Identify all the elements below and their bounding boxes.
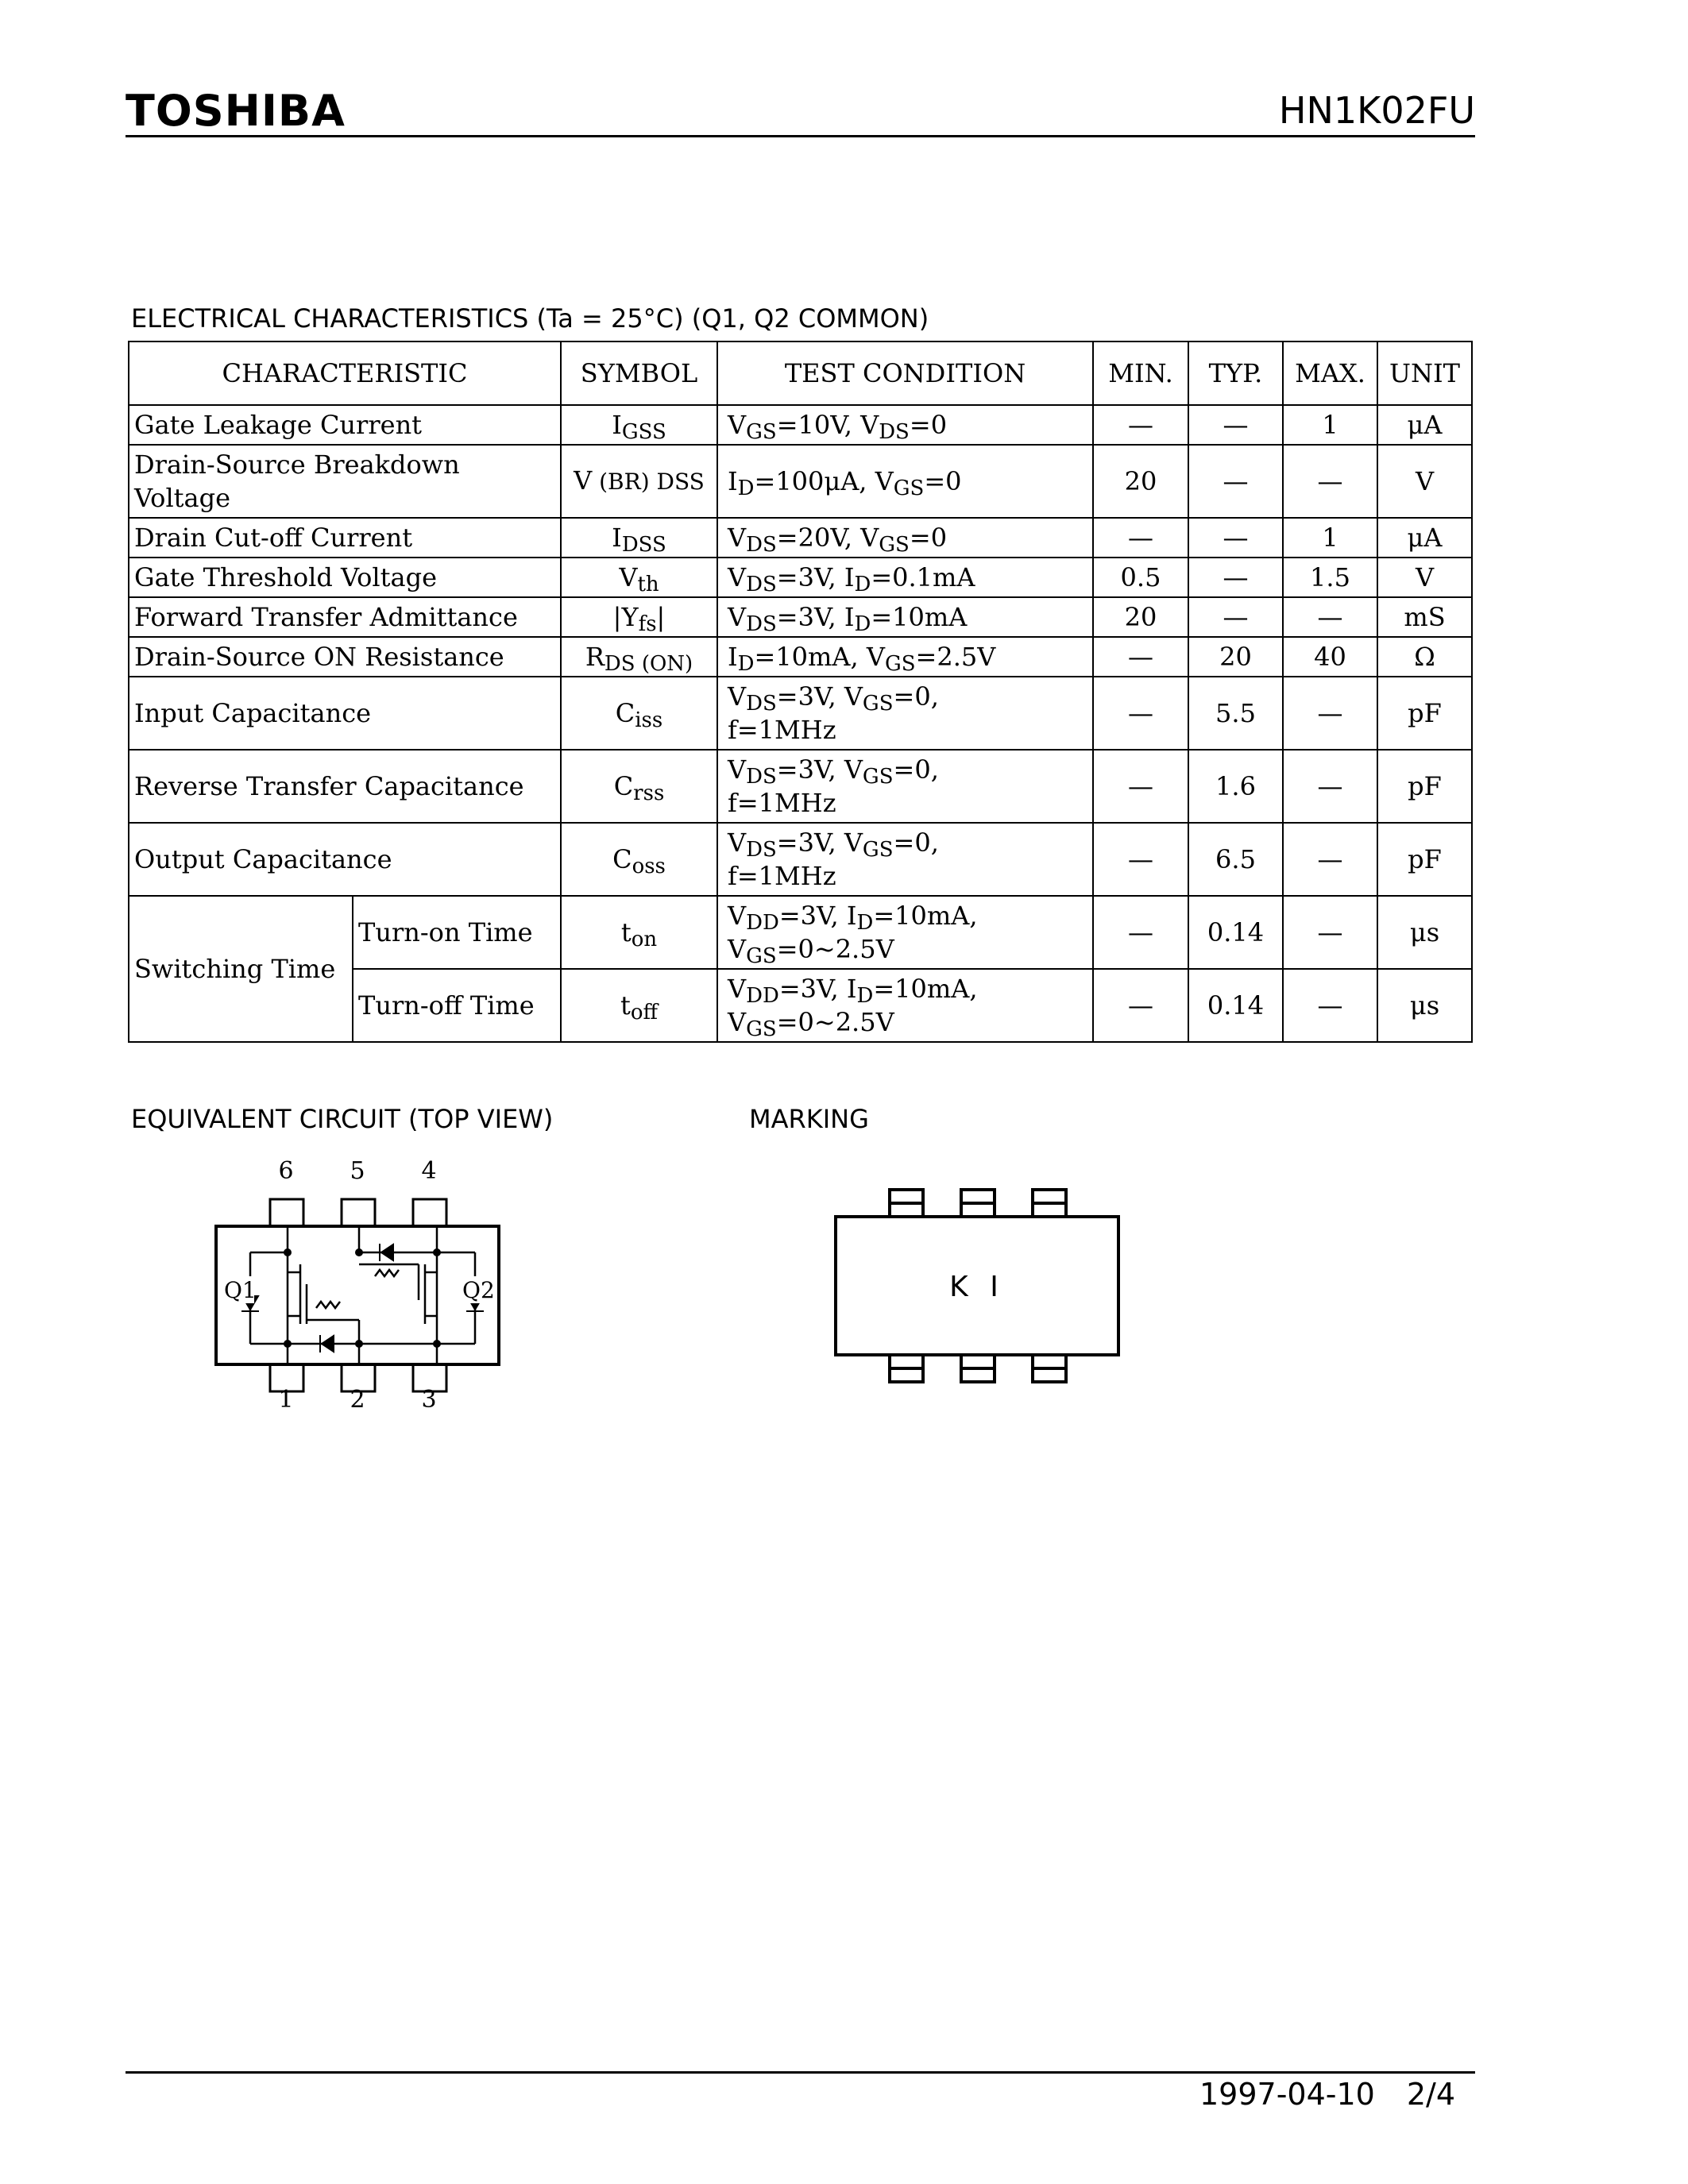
electrical-title: ELECTRICAL CHARACTERISTICS (Ta = 25°C) (Q1, Q2 COMMON) (131, 303, 929, 334)
cell-condition: $V_{DS}=3V$, $V_{GS}=0$, f=1MHz (717, 823, 1093, 896)
cell-unit: mS (1377, 597, 1472, 637)
cell-unit: μA (1377, 518, 1472, 558)
cell-max: — (1283, 823, 1377, 896)
electrical-table (128, 341, 1473, 1043)
cell-condition: $I_D=10mA$, $V_{GS}=2.5V$ (717, 637, 1093, 677)
cell-max: — (1283, 677, 1377, 750)
equivalent-circuit-title: EQUIVALENT CIRCUIT (TOP VIEW) (131, 1104, 554, 1134)
header-characteristic: CHARACTERISTIC (129, 341, 561, 405)
header-max: MAX. (1283, 341, 1377, 405)
cell-typ: — (1188, 518, 1283, 558)
cell-min: — (1093, 405, 1188, 445)
cell-max: — (1283, 750, 1377, 823)
table-row (129, 823, 1472, 896)
pin-label-4: 4 (421, 1157, 437, 1185)
cell-symbol: $I_{DSS}$ (561, 518, 717, 558)
cell-min: — (1093, 677, 1188, 750)
cell-typ: 1.6 (1188, 750, 1283, 823)
cell-symbol: V (BR) DSS (561, 445, 717, 518)
cell-min: — (1093, 823, 1188, 896)
cell-subcharacteristic: Turn-off Time (353, 969, 561, 1042)
cell-symbol: $|Y_{fs}|$ (561, 597, 717, 637)
cell-unit: μs (1377, 969, 1472, 1042)
table-row (129, 637, 1472, 677)
pin-5 (342, 1199, 375, 1226)
pin-label-3: 3 (421, 1386, 437, 1414)
part-number: HN1K02FU (1278, 89, 1475, 132)
cell-characteristic: Forward Transfer Admittance (129, 597, 561, 637)
cell-min: — (1093, 969, 1188, 1042)
cell-typ: 0.14 (1188, 896, 1283, 969)
footer-date: 1997-04-10 (1199, 2077, 1375, 2112)
header-rule (126, 135, 1475, 137)
cell-typ: — (1188, 558, 1283, 597)
cell-condition: $V_{DS}=3V$, $V_{GS}=0$, f=1MHz (717, 750, 1093, 823)
cell-min: 0.5 (1093, 558, 1188, 597)
cell-typ: — (1188, 597, 1283, 637)
marking-code: K I (949, 1271, 1005, 1303)
cell-characteristic: Reverse Transfer Capacitance (129, 750, 561, 823)
cell-typ: 0.14 (1188, 969, 1283, 1042)
pin-6 (270, 1199, 303, 1226)
cell-typ: 5.5 (1188, 677, 1283, 750)
diode-bottom (322, 1336, 334, 1352)
pin-label-5: 5 (350, 1157, 365, 1185)
cell-min: 20 (1093, 597, 1188, 637)
pin-label-2: 2 (350, 1386, 365, 1414)
marking-title: MARKING (749, 1104, 869, 1134)
cell-characteristic: Drain-Source Breakdown Voltage (129, 445, 561, 518)
cell-condition: $V_{DD}=3V$, $I_D=10mA$, $V_{GS}=0\sim 2.5V$ (717, 896, 1093, 969)
pin-label-6: 6 (278, 1157, 294, 1185)
cell-symbol: $R_{DS (ON)}$ (561, 637, 717, 677)
footer (1199, 2077, 1455, 2112)
header-unit: UNIT (1377, 341, 1472, 405)
footer-rule (126, 2071, 1475, 2074)
cell-max: — (1283, 896, 1377, 969)
cell-max: — (1283, 445, 1377, 518)
cell-max: 1 (1283, 518, 1377, 558)
table-row (129, 896, 1472, 969)
cell-symbol: $C_{iss}$ (561, 677, 717, 750)
cell-max: 1 (1283, 405, 1377, 445)
marking-diagram (826, 1183, 1128, 1406)
cell-unit: pF (1377, 750, 1472, 823)
cell-typ: 20 (1188, 637, 1283, 677)
table-row (129, 558, 1472, 597)
cell-typ: 6.5 (1188, 823, 1283, 896)
table-row (129, 518, 1472, 558)
pin-4 (413, 1199, 446, 1226)
cell-unit: μA (1377, 405, 1472, 445)
cell-min: — (1093, 518, 1188, 558)
header-typ: TYP. (1188, 341, 1283, 405)
cell-condition: $V_{GS}=10V$, $V_{DS}=0$ (717, 405, 1093, 445)
table-header-row (129, 341, 1472, 405)
cell-symbol: $C_{oss}$ (561, 823, 717, 896)
cell-symbol: $t_{on}$ (561, 896, 717, 969)
table-row (129, 677, 1472, 750)
cell-unit: μs (1377, 896, 1472, 969)
cell-typ: — (1188, 445, 1283, 518)
cell-characteristic: Gate Threshold Voltage (129, 558, 561, 597)
cell-condition: $V_{DS}=3V$, $V_{GS}=0$, f=1MHz (717, 677, 1093, 750)
cell-condition: $V_{DS}=3V$, $I_D=0.1mA$ (717, 558, 1093, 597)
cell-unit: V (1377, 445, 1472, 518)
q1-label: Q1 (224, 1277, 257, 1303)
cell-unit: V (1377, 558, 1472, 597)
cell-symbol: $t_{off}$ (561, 969, 717, 1042)
cell-condition: $V_{DS}=20V$, $V_{GS}=0$ (717, 518, 1093, 558)
cell-characteristic: Drain Cut-off Current (129, 518, 561, 558)
cell-min: — (1093, 896, 1188, 969)
cell-symbol: $I_{GSS}$ (561, 405, 717, 445)
footer-page: 2/4 (1406, 2077, 1455, 2112)
cell-condition: $V_{DD}=3V$, $I_D=10mA$, $V_{GS}=0\sim 2.5V$ (717, 969, 1093, 1042)
table-row (129, 750, 1472, 823)
cell-characteristic: Drain-Source ON Resistance (129, 637, 561, 677)
cell-subcharacteristic: Turn-on Time (353, 896, 561, 969)
equivalent-circuit-diagram (207, 1153, 524, 1423)
table-row (129, 445, 1472, 518)
header-symbol: SYMBOL (561, 341, 717, 405)
cell-max: — (1283, 597, 1377, 637)
cell-condition: $V_{DS}=3V$, $I_D=10mA$ (717, 597, 1093, 637)
table-row (129, 405, 1472, 445)
cell-max: 40 (1283, 637, 1377, 677)
cell-min: 20 (1093, 445, 1188, 518)
header-test-condition: TEST CONDITION (717, 341, 1093, 405)
cell-unit: pF (1377, 823, 1472, 896)
cell-characteristic: Output Capacitance (129, 823, 561, 896)
header-min: MIN. (1093, 341, 1188, 405)
cell-max: — (1283, 969, 1377, 1042)
cell-characteristic: Switching Time (129, 896, 353, 1042)
cell-min: — (1093, 750, 1188, 823)
table-row (129, 597, 1472, 637)
cell-characteristic: Input Capacitance (129, 677, 561, 750)
cell-min: — (1093, 637, 1188, 677)
cell-condition: $I_D=100\mu A$, $V_{GS}=0$ (717, 445, 1093, 518)
cell-unit: Ω (1377, 637, 1472, 677)
brand-logo: TOSHIBA (126, 86, 346, 136)
cell-unit: pF (1377, 677, 1472, 750)
cell-symbol: $C_{rss}$ (561, 750, 717, 823)
q2-label: Q2 (462, 1277, 495, 1303)
cell-max: 1.5 (1283, 558, 1377, 597)
diode-top (381, 1244, 393, 1260)
cell-typ: — (1188, 405, 1283, 445)
cell-characteristic: Gate Leakage Current (129, 405, 561, 445)
pin-label-1: 1 (278, 1386, 294, 1414)
cell-symbol: $V_{th}$ (561, 558, 717, 597)
